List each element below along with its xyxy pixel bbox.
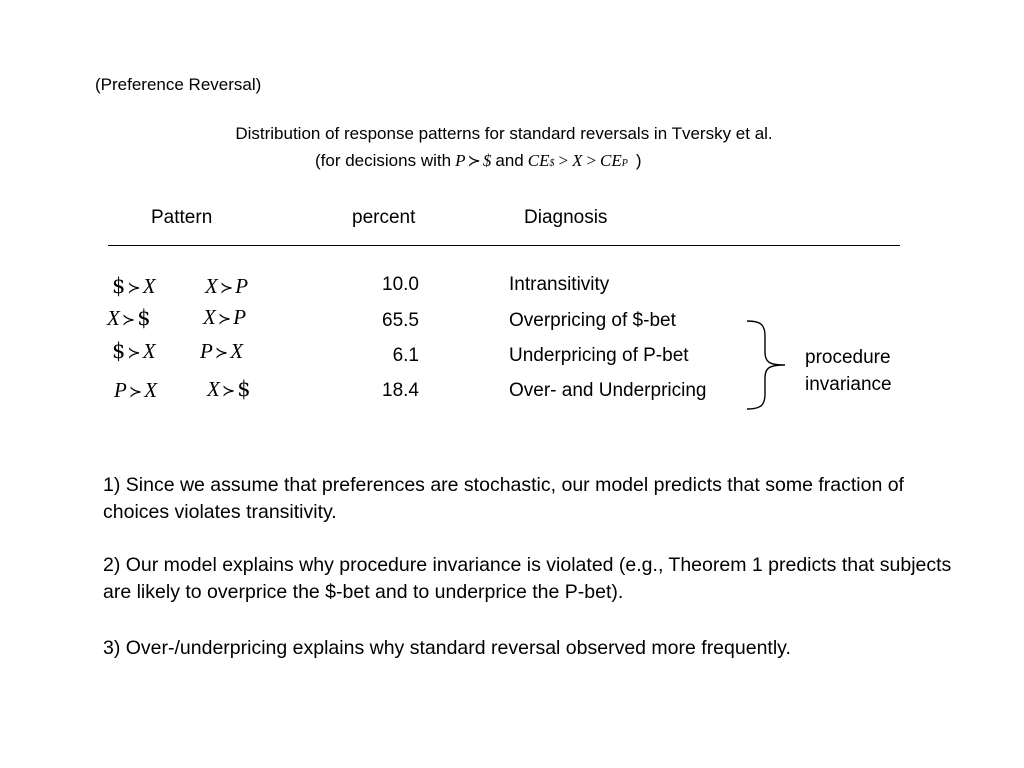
row3-percent: 6.1 (392, 345, 419, 366)
row2-pattern-b: X ≻ P (203, 305, 247, 329)
row1-pattern-b: X ≻ P (205, 274, 249, 298)
row1-percent: 10.0 (382, 274, 419, 295)
header-diagnosis: Diagnosis (524, 207, 608, 228)
row3-diagnosis: Underpricing of P-bet (509, 345, 689, 366)
brace-label-line1: procedure (805, 347, 891, 368)
condition-p: P (455, 151, 466, 170)
condition-suffix: ) (635, 151, 642, 170)
ce-dollar: CE (527, 151, 550, 170)
header-rule (108, 245, 900, 246)
ce-dollar-subscript: $ (549, 158, 555, 169)
brace-label-line2: invariance (805, 374, 892, 395)
succ-symbol: ≻ (467, 151, 481, 170)
row4-percent: 18.4 (382, 380, 419, 401)
row3-pattern-a: $ ≻ X (112, 339, 156, 363)
condition-and: and (495, 151, 524, 170)
note-3: 3) Over-/underpricing explains why standard reversal observed more frequently. (103, 637, 791, 659)
row1-pattern-a: $ ≻ X (112, 274, 156, 298)
note-2: 2) Our model explains why procedure invariance is violated (e.g., Theorem 1 predicts that subjects are likely to overprice the $-bet and to underprice the P-bet). (103, 554, 952, 603)
row2-diagnosis: Overpricing of $-bet (509, 310, 676, 331)
header-pattern: Pattern (151, 207, 213, 228)
slide-label: (Preference Reversal) (95, 75, 262, 94)
greater-than-1: > (558, 151, 569, 170)
procedure-invariance-label (805, 344, 892, 398)
header-percent: percent (352, 207, 416, 228)
row1-diagnosis: Intransitivity (509, 274, 610, 295)
greater-than-2: > (586, 151, 597, 170)
row4-diagnosis: Over- and Underpricing (509, 380, 707, 401)
condition-line (315, 151, 642, 171)
ce-p: CE (600, 151, 622, 170)
table-title: Distribution of response patterns for standard reversals in Tversky et al. (235, 124, 773, 143)
condition-dollar: $ (482, 151, 492, 170)
row2-pattern-a: X ≻ $ (107, 306, 151, 330)
row2-percent: 65.5 (382, 310, 419, 331)
ce-p-subscript: P (621, 158, 628, 169)
curly-brace-icon (745, 318, 791, 412)
condition-prefix: (for decisions with (315, 151, 452, 170)
row4-pattern-a: P ≻ X (114, 378, 158, 402)
row3-pattern-b: P ≻ X (200, 339, 244, 363)
condition-x: X (572, 151, 583, 170)
row4-pattern-b: X ≻ $ (207, 377, 251, 401)
note-1: 1) Since we assume that preferences are stochastic, our model predicts that some fraction of choices violates transitivity. (103, 474, 904, 523)
